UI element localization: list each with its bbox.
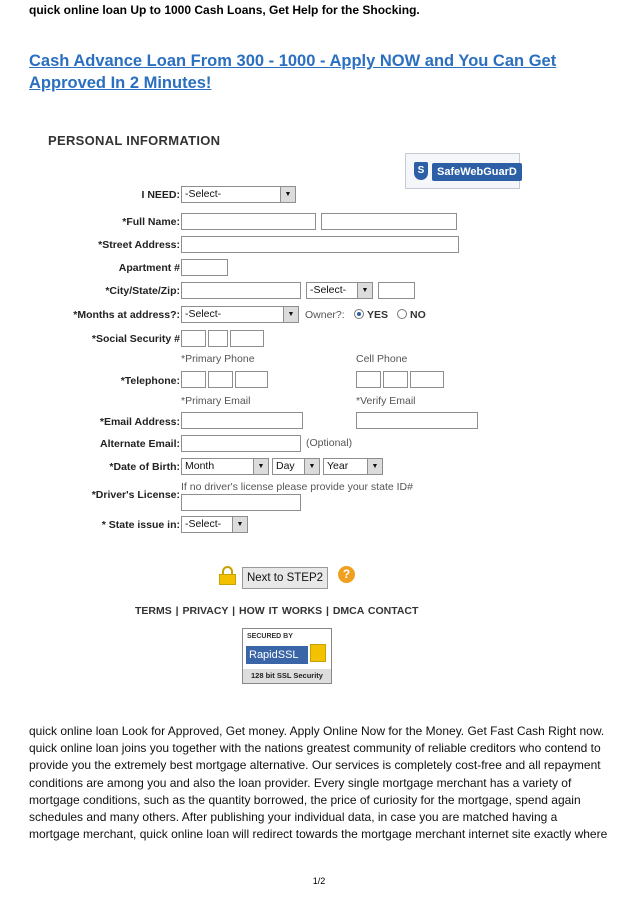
ssn-label: *Social Security # <box>91 333 180 345</box>
phone-area-field[interactable] <box>181 371 206 388</box>
dob-year-value: Year <box>327 460 349 472</box>
last-name-field[interactable] <box>321 213 457 230</box>
cell-phone-label: Cell Phone <box>356 353 408 365</box>
city-label: *City/State/Zip: <box>105 285 180 297</box>
owner-no-radio[interactable] <box>397 309 407 319</box>
rapidssl-seal <box>242 628 332 684</box>
verify-email-field[interactable] <box>356 412 478 429</box>
i-need-value: -Select- <box>185 188 222 200</box>
page-number: 1/2 <box>312 876 326 886</box>
primary-email-label: *Primary Email <box>181 395 251 407</box>
state-issue-value: -Select- <box>185 518 222 530</box>
ssn-part3-field[interactable] <box>230 330 264 347</box>
ssn-part2-field[interactable] <box>208 330 228 347</box>
dob-day-value: Day <box>276 460 295 472</box>
chevron-down-icon: ▼ <box>367 459 382 474</box>
headline-link[interactable]: Cash Advance Loan From 300 - 1000 - Apply NOW and You Can Get Approved In 2 Minutes! <box>29 52 557 92</box>
street-label: *Street Address: <box>98 239 180 251</box>
alt-email-label: Alternate Email: <box>100 438 180 450</box>
primary-phone-label: *Primary Phone <box>181 353 255 365</box>
first-name-field[interactable] <box>181 213 316 230</box>
telephone-label: *Telephone: <box>120 375 180 387</box>
ssl-bits: 128 bit SSL Security <box>243 669 331 683</box>
i-need-label: I NEED: <box>141 189 180 201</box>
badge-label: SafeWebGuarD <box>432 163 522 181</box>
page-top-title: quick online loan Up to 1000 Cash Loans, Get Help for the Shocking. <box>29 3 420 17</box>
section-title: PERSONAL INFORMATION <box>48 133 221 148</box>
dob-day-select[interactable] <box>272 458 320 475</box>
chevron-down-icon: ▼ <box>304 459 319 474</box>
chevron-down-icon: ▼ <box>253 459 268 474</box>
phone-line-field[interactable] <box>235 371 268 388</box>
months-select[interactable] <box>181 306 299 323</box>
footer-links[interactable]: TERMS | PRIVACY | HOW IT WORKS | DMCA CONTACT <box>135 605 419 617</box>
owner-no-label: NO <box>410 309 426 321</box>
dob-month-select[interactable] <box>181 458 269 475</box>
ssl-secured-by: SECURED BY <box>247 633 293 640</box>
city-field[interactable] <box>181 282 301 299</box>
help-icon[interactable]: ? <box>338 566 355 583</box>
optional-note: (Optional) <box>306 437 353 449</box>
i-need-select[interactable] <box>181 186 296 203</box>
padlock-icon <box>310 644 326 662</box>
application-form-image <box>30 125 520 695</box>
license-hint: If no driver's license please provide your state ID# <box>181 481 413 493</box>
ssn-part1-field[interactable] <box>181 330 206 347</box>
ssl-brand: RapidSSL <box>246 646 308 664</box>
lock-icon <box>219 566 236 584</box>
phone-prefix-field[interactable] <box>208 371 233 388</box>
apartment-label: Apartment # <box>118 262 180 274</box>
shield-icon: S <box>414 162 428 180</box>
email-field[interactable] <box>181 412 303 429</box>
chevron-down-icon: ▼ <box>232 517 247 532</box>
chevron-down-icon: ▼ <box>280 187 295 202</box>
dob-label: *Date of Birth: <box>109 461 180 473</box>
months-label: *Months at address?: <box>73 309 180 321</box>
dob-year-select[interactable] <box>323 458 383 475</box>
license-label: *Driver's License: <box>91 489 180 501</box>
verify-email-label: *Verify Email <box>356 395 416 407</box>
state-value: -Select- <box>310 284 347 296</box>
cell-prefix-field[interactable] <box>383 371 408 388</box>
cell-area-field[interactable] <box>356 371 381 388</box>
state-issue-select[interactable] <box>181 516 248 533</box>
zip-field[interactable] <box>378 282 415 299</box>
safewebguard-badge <box>405 153 520 189</box>
owner-yes-label: YES <box>367 309 389 321</box>
alt-email-field[interactable] <box>181 435 301 452</box>
license-field[interactable] <box>181 494 301 511</box>
chevron-down-icon: ▼ <box>283 307 298 322</box>
email-label: *Email Address: <box>99 416 180 428</box>
next-step-button[interactable]: Next to STEP2 <box>242 567 328 589</box>
state-select[interactable] <box>306 282 373 299</box>
apartment-field[interactable] <box>181 259 228 276</box>
owner-label: Owner?: <box>305 309 345 321</box>
dob-month-value: Month <box>185 460 215 472</box>
body-paragraph: quick online loan Look for Approved, Get money. Apply Online Now for the Money. Get Fast Cash Right now. quick online loan joins you together with the nations greatest community of reliable creditors who contend to provide you the extremely best mortgage alternative. Our services is completely cost-free and all repayment conditions are among you and also the loan provider. Every single mortgage merchant has a variety of mortgage conditions, such as the quantity borrowed, the price of curiosity for the mortgage, spend again schedules and many others. After publishing your individual data, in case you are matched having a mortgage merchant, quick online loan will redirect towards the mortgage merchant internet site exactly where <box>29 724 608 842</box>
full-name-label: *Full Name: <box>122 216 180 228</box>
owner-yes-radio[interactable] <box>354 309 364 319</box>
chevron-down-icon: ▼ <box>357 283 372 298</box>
cell-line-field[interactable] <box>410 371 444 388</box>
months-value: -Select- <box>185 308 222 320</box>
street-field[interactable] <box>181 236 459 253</box>
state-issue-label: * State issue in: <box>101 519 180 531</box>
